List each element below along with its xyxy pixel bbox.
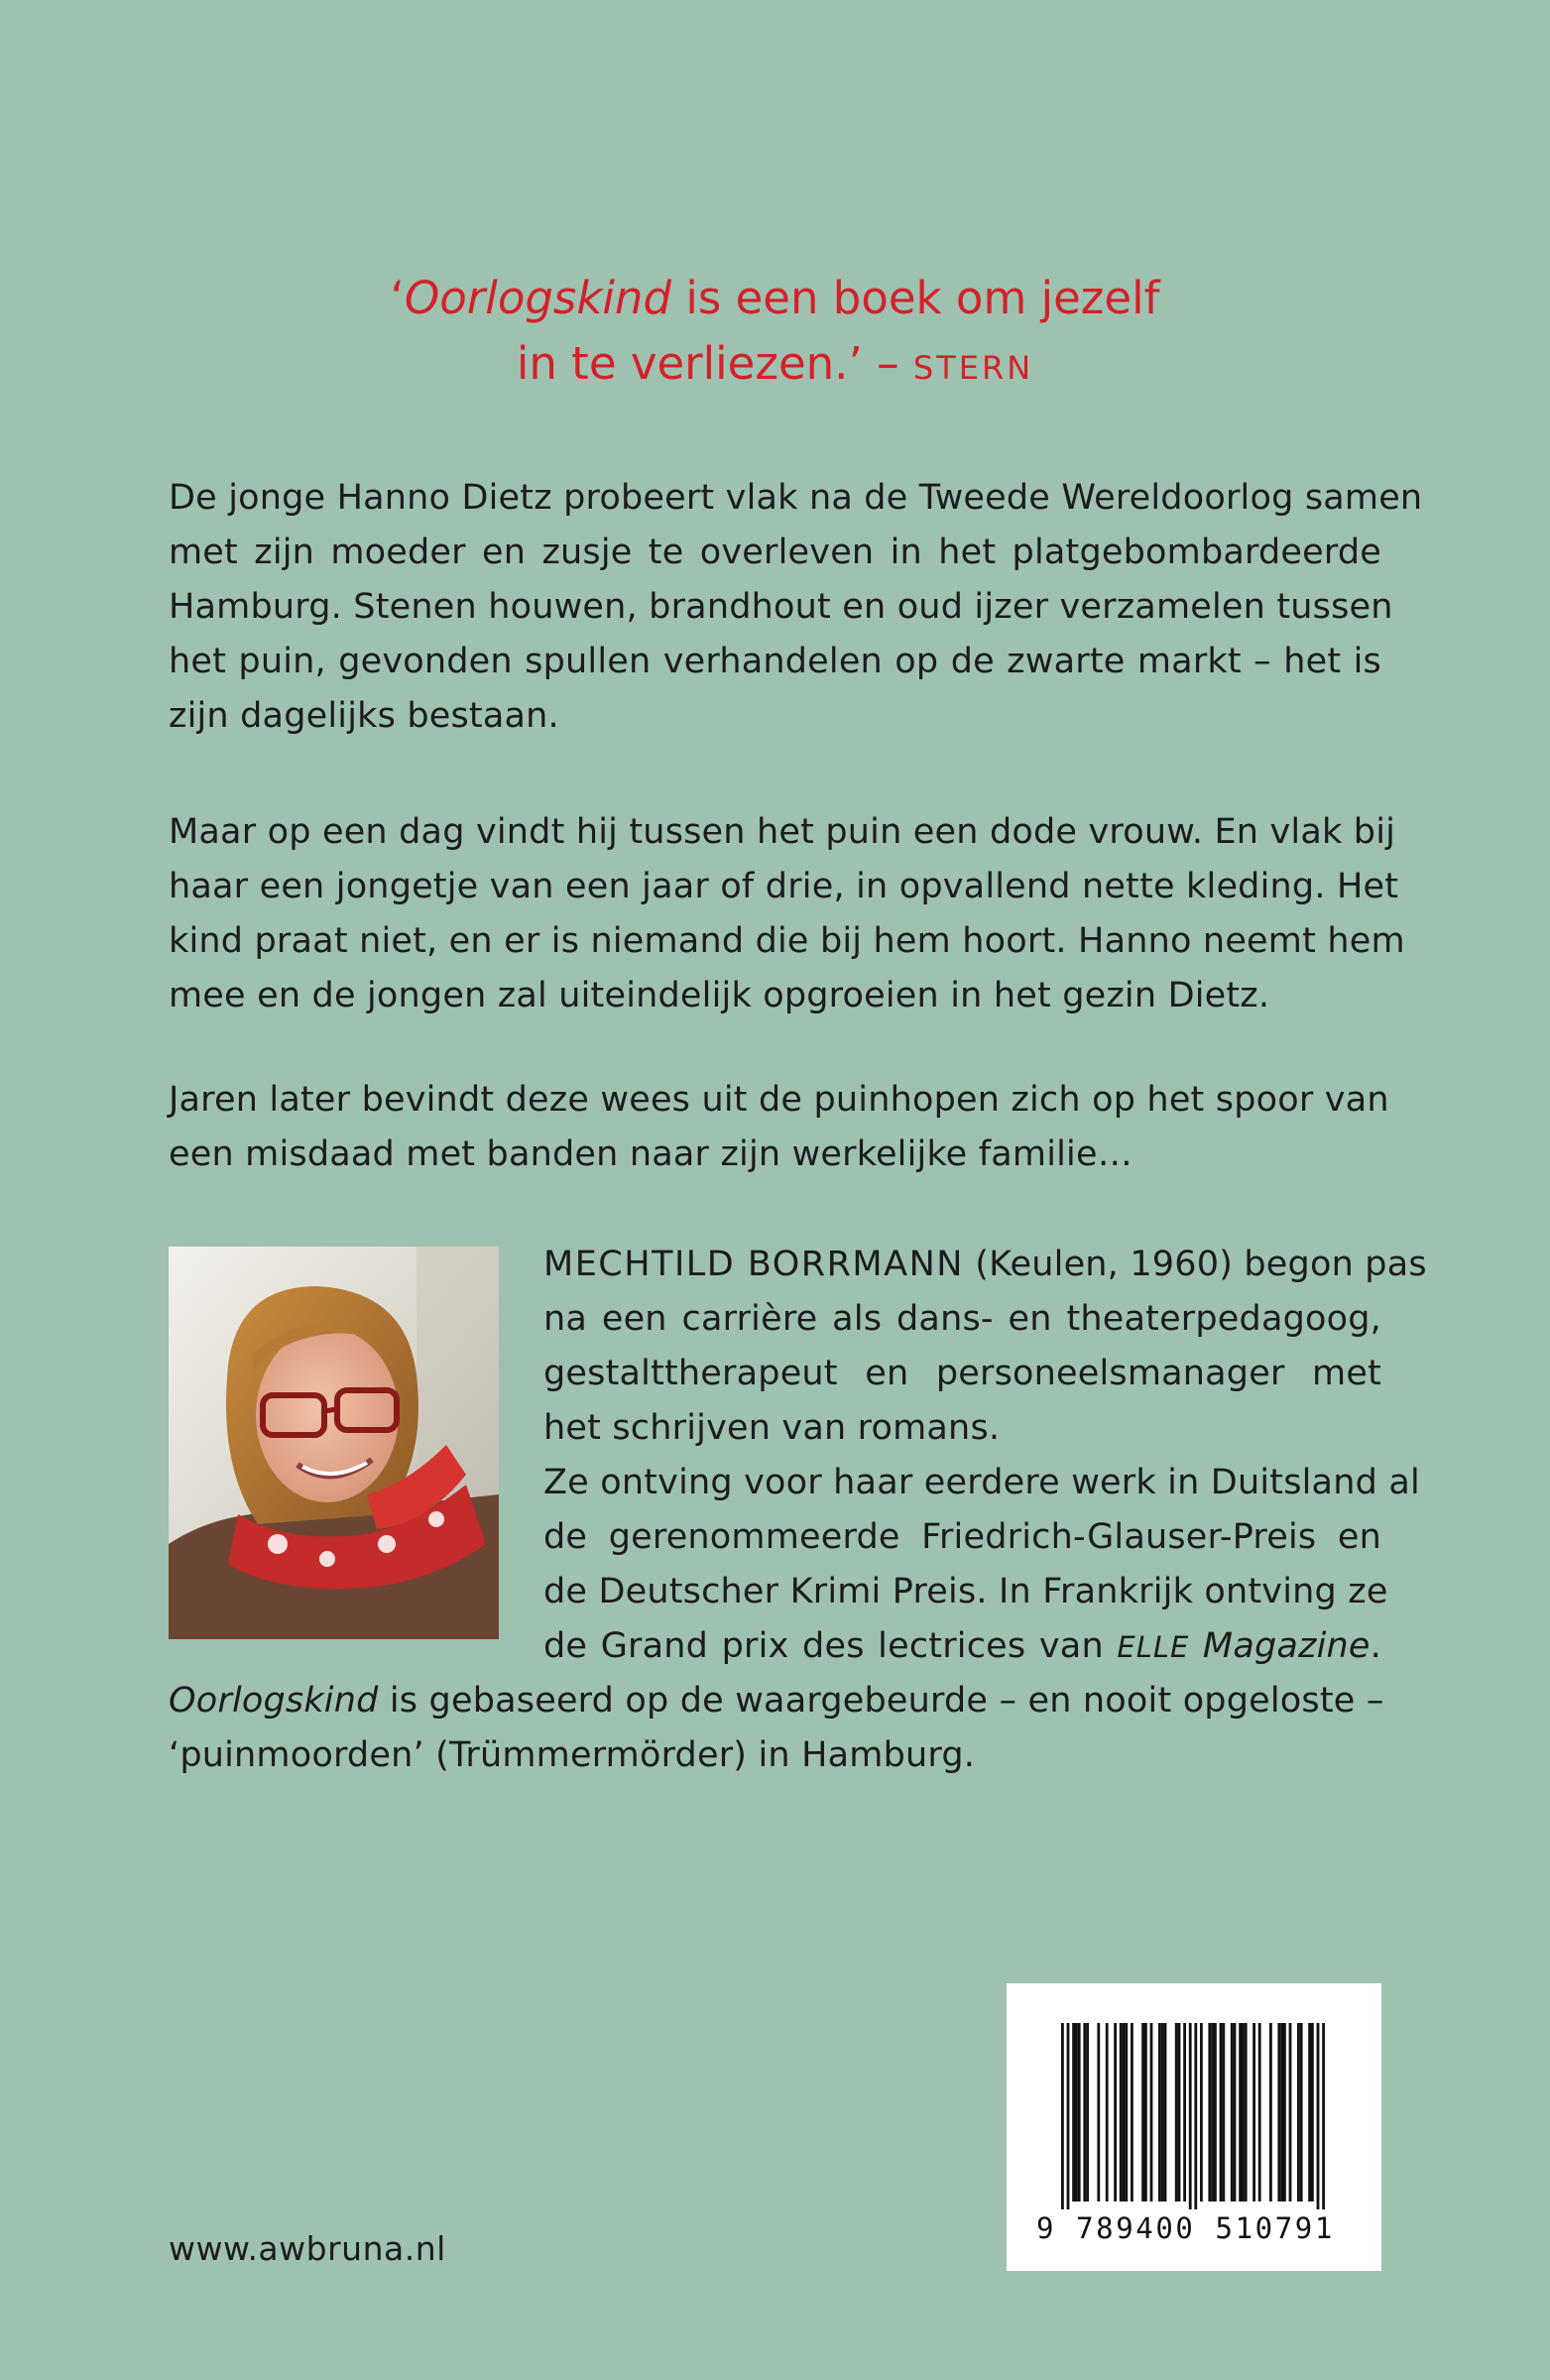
barcode-bar: [1120, 2023, 1123, 2202]
barcode-bars: [1061, 2023, 1329, 2211]
barcode-bar: [1097, 2023, 1100, 2202]
blurb-line: Jaren later bevindt deze wees uit de puinhopen zich op het spoor van: [169, 1080, 1389, 1120]
barcode-bar: [1258, 2023, 1261, 2202]
barcode-bar: [1322, 2023, 1325, 2209]
blurb-paragraph-2: [169, 805, 1405, 1023]
author-portrait-illustration: [169, 1247, 499, 1639]
barcode-bar: [1086, 2023, 1089, 2202]
bio-line-8-text: de Grand prix des lectrices van: [543, 1626, 1118, 1666]
barcode-bar: [1214, 2023, 1217, 2202]
bio-line: de gerenommeerde Friedrich-Glauser-Preis en: [543, 1517, 1381, 1557]
barcode-bar: [1175, 2023, 1178, 2202]
bio-line-1-text: (Keulen, 1960) begon pas: [963, 1245, 1427, 1284]
barcode-bar: [1280, 2023, 1283, 2202]
author-photo: [169, 1247, 499, 1639]
blurb-line: kind praat niet, en er is niemand die bij hem hoort. Hanno neemt hem: [169, 921, 1405, 961]
blurb-paragraph-1: [169, 471, 1423, 744]
blurb-line: het puin, gevonden spullen verhandelen op de zwarte markt – het is: [169, 642, 1381, 681]
barcode-bar: [1220, 2023, 1223, 2202]
barcode-bar: [1061, 2023, 1064, 2209]
barcode-bar: [1164, 2023, 1167, 2202]
quote-book-title: Oorlogskind: [404, 272, 672, 324]
barcode-bar: [1131, 2023, 1133, 2202]
bio-line: [543, 1619, 1381, 1675]
barcode-bar: [1106, 2023, 1109, 2202]
cover-quote: [169, 266, 1381, 401]
bio-line: Ze ontving voor haar eerdere werk in Duitsland al: [543, 1463, 1420, 1502]
barcode-bar: [1200, 2023, 1203, 2202]
blurb-line: haar een jongetje van een jaar of drie, in opvallend nette kleding. Het: [169, 867, 1399, 906]
quote-attribution: STERN: [912, 349, 1034, 387]
blurb-line: een misdaad met banden naar zijn werkelijke familie…: [169, 1134, 1133, 1174]
elle-magazine-name: ELLE: [1117, 1630, 1190, 1664]
quote-line-1: [169, 266, 1381, 331]
bio-line-8-end: .: [1370, 1626, 1381, 1666]
barcode-bar: [1308, 2023, 1311, 2202]
barcode-bar: [1144, 2023, 1147, 2202]
barcode-bar: [1123, 2023, 1126, 2202]
barcode-bar: [1208, 2023, 1211, 2202]
barcode-bar: [1289, 2023, 1292, 2202]
barcode-bar: [1245, 2023, 1248, 2202]
barcode-bar: [1231, 2023, 1234, 2202]
blurb-line: zijn dagelijks bestaan.: [169, 696, 559, 736]
barcode-bar: [1211, 2023, 1214, 2202]
publisher-website[interactable]: www.awbruna.nl: [169, 2229, 446, 2268]
barcode-bar: [1277, 2023, 1280, 2202]
author-bio-full-width: [169, 1674, 1384, 1783]
blurb-line: mee en de jongen zal uiteindelijk opgroeien in het gezin Dietz.: [169, 976, 1270, 1015]
barcode-bar: [1161, 2023, 1164, 2202]
barcode-bar: [1072, 2023, 1075, 2202]
blurb-line: Maar op een dag vindt hij tussen het puin een dode vrouw. En vlak bij: [169, 812, 1396, 852]
blurb-line: met zijn moeder en zusje te overleven in het platgebombardeerde: [169, 533, 1381, 572]
barcode-bar: [1083, 2023, 1086, 2202]
magazine-word: Magazine: [1189, 1626, 1371, 1666]
barcode-bar: [1283, 2023, 1286, 2202]
quote-line-2-text: in te verliezen.’ –: [516, 337, 899, 390]
isbn-barcode: [1007, 1983, 1381, 2271]
bio-line: [169, 1674, 1384, 1728]
author-name: MECHTILD BORRMANN: [543, 1245, 964, 1284]
bio-line: de Deutscher Krimi Preis. In Frankrijk ontving ze: [543, 1572, 1388, 1611]
barcode-bar: [1078, 2023, 1081, 2202]
barcode-bar: [1239, 2023, 1242, 2202]
barcode-bar: [1300, 2023, 1303, 2202]
quote-open-mark: ‘: [390, 272, 405, 324]
barcode-bar: [1189, 2023, 1192, 2209]
bio-line: het schrijven van romans.: [543, 1408, 1001, 1448]
barcode-bar: [1194, 2023, 1197, 2209]
barcode-bar: [1252, 2023, 1255, 2202]
isbn-digits: 9 789400 510791: [1036, 2211, 1335, 2245]
blurb-line: Hamburg. Stenen houwen, brandhout en oud ijzer verzamelen tussen: [169, 587, 1393, 627]
author-bio-wrapped: [543, 1238, 1427, 1675]
blurb-paragraph-3: [169, 1073, 1389, 1182]
bio-book-title: Oorlogskind: [169, 1681, 379, 1721]
barcode-bar: [1150, 2023, 1153, 2202]
barcode-bar: [1311, 2023, 1314, 2202]
barcode-bar: [1234, 2023, 1237, 2202]
quote-line-2: [169, 331, 1381, 401]
barcode-bar: [1242, 2023, 1245, 2202]
bio-line: na een carrière als dans- en theaterpedagoog,: [543, 1299, 1381, 1339]
bio-line: ‘puinmoorden’ (Trümmermörder) in Hamburg.: [169, 1735, 976, 1775]
barcode-bar: [1067, 2023, 1070, 2209]
barcode-bar: [1114, 2023, 1117, 2202]
barcode-bar: [1178, 2023, 1181, 2202]
blurb-line: De jonge Hanno Dietz probeert vlak na de Tweede Wereldoorlog samen: [169, 478, 1423, 518]
quote-line-1-text: is een boek om jezelf: [671, 272, 1160, 324]
barcode-bar: [1183, 2023, 1186, 2202]
barcode-bar: [1222, 2023, 1225, 2202]
bio-line-9-text: is gebaseerd op de waargebeurde – en nooit opgeloste –: [378, 1681, 1384, 1721]
barcode-bar: [1158, 2023, 1161, 2202]
bio-line: gestalttherapeut en personeelsmanager met: [543, 1354, 1381, 1393]
barcode-bar: [1075, 2023, 1078, 2202]
bio-line: [543, 1238, 1427, 1292]
barcode-bar: [1297, 2023, 1300, 2202]
barcode-bar: [1141, 2023, 1144, 2202]
barcode-bar: [1125, 2023, 1128, 2202]
barcode-bar: [1317, 2023, 1320, 2209]
barcode-bar: [1269, 2023, 1272, 2202]
